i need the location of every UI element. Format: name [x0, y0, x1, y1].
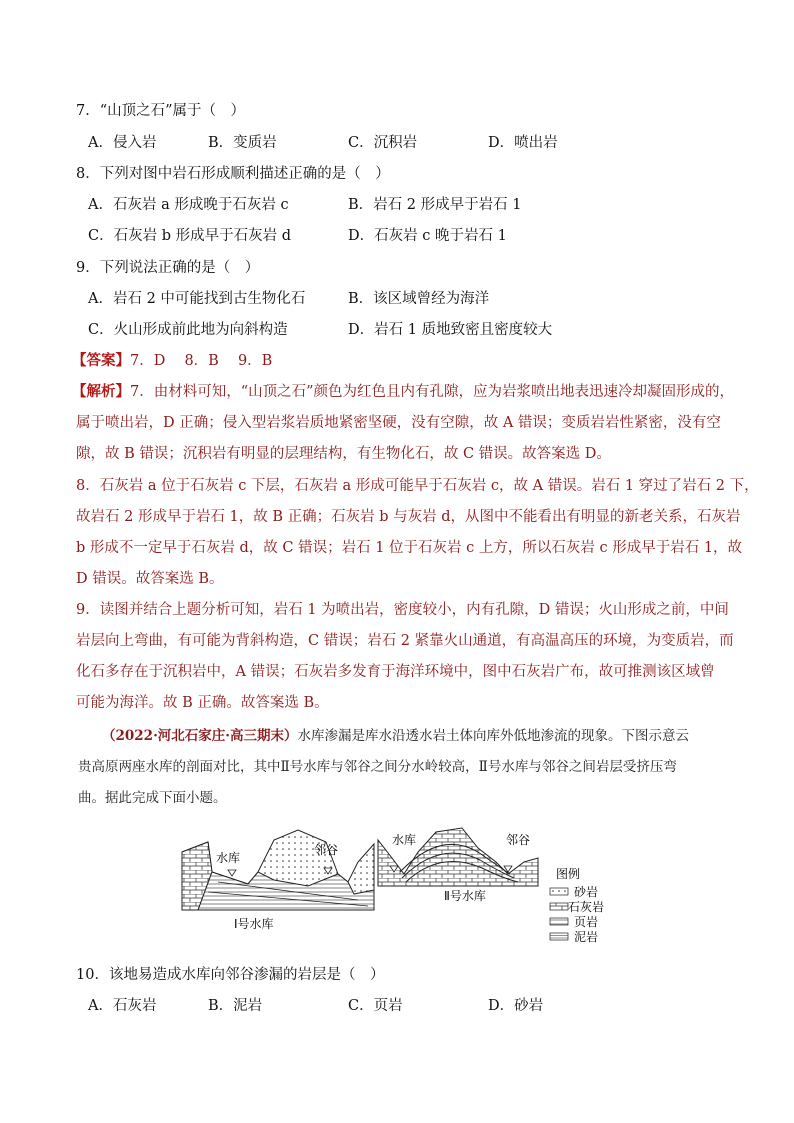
reservoir-1-profile — [182, 830, 374, 910]
q8-option-a[interactable]: A．石灰岩 a 形成晚于石灰岩 c — [88, 197, 289, 213]
q9-option-d[interactable]: D．岩石 1 质地致密且密度较大 — [348, 322, 553, 338]
material-line-1 — [102, 726, 689, 746]
q7-option-d[interactable]: D．喷出岩 — [488, 135, 558, 151]
material-source: （2022·河北石家庄·高三期末） — [102, 728, 298, 744]
q7-option-b[interactable]: B．变质岩 — [208, 135, 277, 151]
analysis-line-2: 属于喷出岩，D 正确；侵入型岩浆岩质地紧密坚硬，没有空隙，故 A 错误；变质岩岩性紧密，没有空 — [76, 415, 721, 431]
material-line-3: 曲。据此完成下面小题。 — [78, 790, 227, 806]
analysis-line-3: 隙，故 B 错误；沉积岩有明显的层理结构，有生物化石，故 C 错误。故答案选 D。 — [76, 446, 611, 462]
reservoir-2-caption: Ⅱ号水库 — [444, 889, 486, 903]
legend-swatch-mudstone — [550, 933, 568, 940]
legend-label-mudstone: 泥岩 — [574, 930, 599, 944]
q9-option-c[interactable]: C．火山形成前此地为向斜构造 — [88, 322, 288, 338]
analysis-line-9: 岩层向上弯曲，有可能为背斜构造，C 错误；岩石 2 紧靠火山通道，有高温高压的环境，为变质岩，而 — [76, 633, 734, 649]
q8-option-c[interactable]: C．石灰岩 b 形成早于石灰岩 d — [88, 228, 291, 244]
q10-option-b[interactable]: B．泥岩 — [208, 998, 263, 1014]
analysis-line-6: b 形成不一定早于石灰岩 d，故 C 错误；岩石 1 位于石灰岩 c 上方，所以石灰岩 c 形成早于岩石 1，故 — [76, 540, 743, 556]
q9-option-a[interactable]: A．岩石 2 中可能找到古生物化石 — [88, 291, 306, 307]
valley-2-label: 邻谷 — [506, 833, 531, 847]
reservoir-1-caption: Ⅰ号水库 — [234, 917, 274, 931]
analysis-line-1 — [72, 382, 734, 402]
legend-swatch-sandstone — [550, 888, 568, 895]
analysis-line-7: D 错误。故答案选 B。 — [76, 571, 224, 587]
analysis-line-10: 化石多存在于沉积岩中，A 错误；石灰岩多发育于海洋环境中，图中石灰岩广布，故可推测该区域曾 — [76, 664, 715, 680]
analysis-tag: 【解析】 — [72, 383, 130, 400]
analysis-line-5: 故岩石 2 形成早于岩石 1，故 B 正确；石灰岩 b 与灰岩 d，从图中不能看出有明显的新老关系，石灰岩 — [76, 509, 741, 525]
analysis-line-11: 可能为海洋。故 B 正确。故答案选 B。 — [76, 695, 329, 711]
q7-option-a[interactable]: A．侵入岩 — [88, 135, 157, 151]
material-line-2: 贵高原两座水库的剖面对比，其中Ⅱ号水库与邻谷之间分水岭较高，Ⅱ号水库与邻谷之间岩层受挤压弯 — [78, 759, 677, 775]
q9-option-b[interactable]: B．该区域曾经为海洋 — [348, 291, 490, 307]
question-8-stem: 8．下列对图中岩石形成顺利描述正确的是（ ） — [76, 166, 390, 182]
q8-option-b[interactable]: B．岩石 2 形成早于岩石 1 — [348, 197, 522, 213]
analysis-text: 7．由材料可知，“山顶之石”颜色为红色且内有孔隙，应为岩浆喷出地表迅速冷却凝固形成的， — [130, 384, 735, 400]
answer-tag: 【答案】 — [72, 352, 130, 369]
analysis-line-4: 8．石灰岩 a 位于石灰岩 c 下层，石灰岩 a 形成可能早于石灰岩 c，故 A 错误。岩石 1 穿过了岩石 2 下， — [76, 478, 759, 494]
analysis-line-8: 9．读图并结合上题分析可知，岩石 1 为喷出岩，密度较小，内有孔隙，D 错误；火山形成之前，中间 — [76, 602, 729, 618]
reservoir-1-label: 水库 — [216, 851, 241, 865]
legend-label-sandstone: 砂岩 — [574, 885, 599, 899]
question-10-stem: 10．该地易造成水库向邻谷渗漏的岩层是（ ） — [76, 967, 385, 983]
q8-option-d[interactable]: D．石灰岩 c 晚于岩石 1 — [348, 228, 507, 244]
reservoir-cross-section-figure — [178, 822, 638, 954]
legend-label-shale: 页岩 — [574, 915, 599, 929]
q10-option-d[interactable]: D．砂岩 — [488, 998, 544, 1014]
question-9-stem: 9．下列说法正确的是（ ） — [76, 260, 260, 276]
cross-section-diagram — [178, 822, 638, 954]
legend-label-limestone: 石灰岩 — [568, 900, 605, 914]
legend-title: 图例 — [556, 867, 581, 881]
legend-swatch-shale — [550, 918, 568, 925]
valley-1-label: 邻谷 — [314, 843, 339, 857]
q10-option-c[interactable]: C．页岩 — [348, 998, 403, 1014]
reservoir-2-label: 水库 — [392, 833, 417, 847]
material-text-1: 水库渗漏是库水沿透水岩土体向库外低地渗流的现象。下图示意云 — [297, 728, 689, 744]
q10-option-a[interactable]: A．石灰岩 — [88, 998, 157, 1014]
q7-option-c[interactable]: C．沉积岩 — [348, 135, 418, 151]
question-7-stem: 7．“山顶之石”属于（ ） — [76, 103, 246, 119]
answer-text: 7．D 8．B 9．B — [130, 353, 273, 369]
legend-swatch-limestone — [550, 903, 568, 910]
answer-line — [72, 351, 272, 371]
